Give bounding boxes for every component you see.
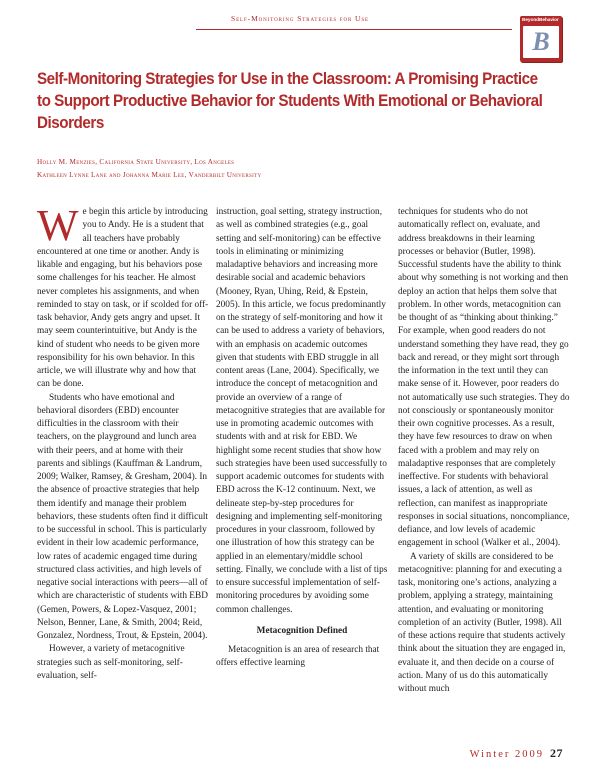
paragraph: However, a variety of metacognitive strategies such as self-monitoring, self-evaluation, self- (37, 644, 185, 681)
section-heading: Metacognition Defined (256, 625, 348, 636)
page-number: 27 (550, 746, 563, 760)
logo-text: BeyondBehavior (522, 18, 559, 23)
paragraph (37, 201, 209, 392)
paragraph: instruction, goal setting, strategy instruction, as well as combined strategies (e.g., goal setting and self-monitoring) can be effective tools in eliminating or minimizing maladaptive behaviors and increasing more desirable social and academic behaviors (Mooney, Ryan, Uhing, Reid, & Epstein, 2005). In this article, we focus predominantly on the strategy of self-monitoring and how it can be used to address a variety of behaviors, with an emphasis on academic outcomes given that students with EBD struggle in all content areas (Lane, 2004). Specifically, we introduce the concept of metacognition and provide an overview of a range of metacognitive strategies that are available for use in promoting academic outcomes with students with and at risk for EBD. We highlight some recent studies that show how such strategies have been used successfully to support academic outcomes for students with EBD across the K-12 continuum. Next, we delineate step-by-step procedures for designing and implementing self-monitoring procedures in your classroom, followed by one illustration of how this strategy can be applied in an elementary/middle school setting. Finally, we conclude with a list of tips to ensure successful implementation of self-monitoring procedures by avoiding some common challenges. (216, 207, 388, 615)
author-line-2: Kathleen Lynne Lane and Johanna Marie Lee, Vanderbilt University (37, 171, 262, 179)
issue-label: Winter 2009 (469, 749, 544, 760)
author-block (37, 156, 577, 182)
paragraph: A variety of skills are considered to be metacognitive: planning for and executing a task, monitoring one’s actions, analyzing a problem, applying a strategy, maintaining attention, and evaluating or monitoring completion of an activity (Butler, 1998). All of these actions require that students actively think about the situation they are engaged in, evaluate it, and then decide on a course of action. Many of us do this automatically without much (398, 551, 566, 694)
paragraph: Students who have emotional and behavioral disorders (EBD) encounter difficulties in the classroom with their teachers, on the playground and lunch area with their peers, and at home with their parents and siblings (Kauffman & Landrum, 2009; Walker, Ramsey, & Gresham, 2004). In the absence of proactive strategies that help them identify and manage their problem behaviors, these students often find it difficult to be successful in school. This is particularly evident in their low academic performance, low rates of academic engaged time during structured class activities, and high levels of negative social interactions with peers—all of which are characteristic of students with EBD (Gemen, Powers, & Lopez-Vasquez, 2001; Nelson, Benner, Lane, & Smith, 2004; Reid, Gonzalez, Nordness, Trout, & Epstein, 2004). (37, 392, 209, 641)
page-footer (470, 746, 563, 761)
paragraph: Metacognition is an area of research that offers effective learning (216, 645, 380, 669)
paragraph-text: e begin this article by introducing you to Andy. He is a student that all teachers have probably encountered at one time or another. Andy is likable and engaging, but his behaviors pose some challenges for his teacher. He almost never completes his assignments, and when reminded to stay on task, or if scolded for off-task behavior, Andy gets angry and upset. It may seem counterintuitive, but Andy is the kind of student who needs to be given more responsibility for his own behavior. In this article, we will illustrate why and how that can be done. (37, 207, 209, 390)
paragraph: techniques for students who do not automatically reflect on, evaluate, and address breakdowns in their learning processes or behavior (Butler, 1998). Successful students have the ability to think about why something is not working and then deploy an action that helps them solve that problem. In other words, metacognition can be thought of as “thinking about thinking.” For example, when good readers do not understand something they have read, they go back and reread, or they might sort through the information in the text until they can make sense of it. However, poor readers do not automatically use such strategies. They do not consciously or spontaneously monitor their own cognitive processes. As a result, they have few resources to draw on when faced with a problem and may rely on maladaptive responses that are completely ineffective. For students with behavioral issues, a lack of attention, as well as reflection, can manifest as inappropriate responses in social situations, noncompliance, defiance, and low levels of academic engagement in school (Walker et al., 2004). (398, 207, 570, 549)
article-title: Self-Monitoring Strategies for Use in the Classroom: A Promising Practice to Support Productive Behavior for Students With Emotional or Behavioral Disorders (37, 70, 543, 132)
column-3 (398, 206, 570, 696)
column-1 (37, 201, 209, 683)
running-head: Self-Monitoring Strategies for Use (231, 14, 369, 23)
logo-mark (523, 26, 559, 58)
logo-glyph: B (532, 27, 550, 56)
drop-cap: W (37, 201, 79, 250)
journal-logo (520, 16, 562, 62)
column-2 (216, 206, 388, 671)
author-line-1: Holly M. Menzies, California State University, Los Angeles (37, 158, 235, 166)
header-rule (196, 29, 512, 30)
